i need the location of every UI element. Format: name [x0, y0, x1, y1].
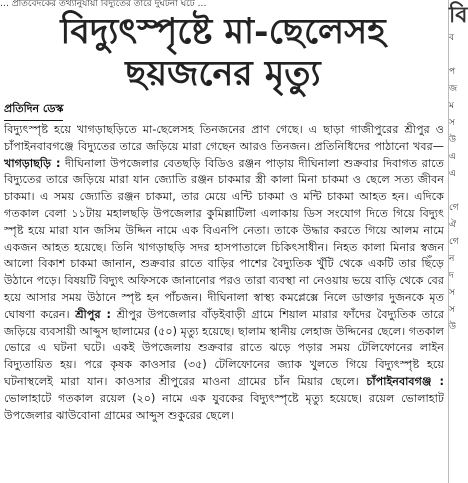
adjacent-line: জ [449, 84, 458, 94]
khagrachhari-label: খাগড়াছড়ি : [4, 156, 61, 170]
adjacent-line: স [449, 288, 455, 298]
adjacent-line: ন [449, 254, 455, 264]
sreepur-label: শ্রীপুর : [75, 307, 112, 321]
adjacent-line: ব [449, 33, 455, 43]
chapainawabganj-text: ভোলাহাটে গতকাল রয়েল (২০) নামে এক যুবকের বিদ্যুৎস্পৃষ্টে মৃত্যু হয়েছে। রয়েল ভোলাহাট উপজেলার ঝাউবোনা গ্রামের আব্দুস শুকুরের ছেলে। [4, 391, 444, 422]
adjacent-line: স [449, 305, 455, 315]
headline-line-2: ছয়জনের মৃত্যু [125, 53, 321, 94]
adjacent-line: এ [449, 152, 456, 162]
adjacent-line: ম [449, 101, 454, 111]
adjacent-line: দ [449, 271, 454, 281]
adjacent-line: ঐ [449, 220, 457, 230]
chapainawabganj-label: চাঁপাইনবাবগঞ্জ : [366, 374, 444, 388]
adjacent-line: এ [449, 169, 456, 179]
previous-article-strip: … প্রতিবেদকের তথ্যানুযায়ী বিদ্যুতের তারে দুর্ঘটনা ঘটে … [0, 0, 207, 9]
adjacent-line: প [449, 67, 456, 77]
headline-line-1: বিদ্যুৎস্পৃষ্টে মা-ছেলেসহ [60, 11, 386, 52]
khagrachhari-text: দীঘিনালা উপজেলার বেতছড়ি বিডিও রঞ্জন পাড়ায় দীঘিনালা শুক্রবার দিবাগত রাতে বিদ্যুতের তারে জড়িয়ে মারা যান জ্যোতি রঞ্জন চাকমার স্ত্রী কালা মিনা চাকমা ও ছেলে সত্য জীবন চাকমা। এ সময় জ্যোতি রঞ্জন চাকমা, তার মেয়ে এন্টি চাকমা ও মন্টি চাকমা আহত হন। এদিকে গতকাল বেলা ১১টায় মহালছড়ি উপজেলার কুমিল্লাটিলা এলাকায় ডিস সংযোগ দিতে গিয়ে বিদ্যুৎ স্পৃষ্ট হয়ে মারা যান জসিম উদ্দিন নামে এক বিএনপি নেতা। তাকে উদ্ধার করতে গিয়ে আলম নামে একজন আহত হয়েছে। তিনি খাগড়াছড়ি সদর হাসপাতালে চিকিৎসাধীন। নিহত কালা মিনার স্বজন আলো বিকাশ চাকমা জানান, শুক্রবার রাতে বাড়ির পাশের বৈদ্যুতিক খুঁটি থেকে একটি তার ছিঁড়ে উঠানে পড়ে। বিষয়টি বিদ্যুৎ অফিসকে জানানোর পরও তারা ব্যবস্থা না নেওয়ায় ভয়ে বাড়ি থেকে বের হয়ে আসার সময় উঠানে স্পৃষ্ট হন পাঁচজন। দীঘিনালা স্বাস্থ্য কমপ্লেক্সে নিলে ডাক্তার দুজনকে মৃত ঘোষণা করেন। [4, 156, 444, 321]
adjacent-line: উ [449, 135, 457, 145]
byline: প্রতিদিন ডেস্ক [4, 100, 63, 121]
adjacent-line: গে [449, 203, 459, 213]
adjacent-headline-fragment: বি [449, 2, 468, 28]
sreepur-text: শ্রীপুর উপজেলার বাঁড়ইবাড়ী গ্রামে শিয়াল মারার ফাঁদের বৈদ্যুতিক তারে জড়িয়ে ব্যবসায়ী আব্দুস ছালামের (৫০) মৃত্যু হয়েছে। ছালাম স্থানীয় লেহাজ উদ্দিনের ছেলে। গতকাল ভোরে এ ঘটনা ঘটে। একই উপজেলায় শুক্রবার রাতে ঝড়ে পড়ার সময় টেলিফোনের লাইন বিদ্যুতায়িত হয়। পরে কৃষক কাওসার (৩৫) টেলিফোনের জ্যাক খুলতে গিয়ে বিদ্যুৎস্পৃষ্ট হয়ে ঘটনাস্থলেই মারা যান। কাওসার শ্রীপুরের মাওনা গ্রামের চাঁন মিয়ার ছেলে। [4, 307, 445, 388]
adjacent-line: উ [449, 322, 457, 332]
adjacent-line: স [449, 118, 455, 128]
adjacent-line: গে [449, 237, 459, 247]
adjacent-column [448, 0, 468, 483]
article-body [4, 122, 444, 482]
intro-text: বিদ্যুৎস্পৃষ্ট হয়ে খাগড়াছড়িতে মা-ছেলেসহ তিনজনের প্রাণ গেছে। এ ছাড়া গাজীপুরের শ্রীপুর ও চাঁপাইনবাবগঞ্জে বিদ্যুতের তারে জড়িয়ে মারা গেছেন আরও তিনজন। প্রতিনিধিদের পাঠানো খবর— [4, 123, 444, 153]
